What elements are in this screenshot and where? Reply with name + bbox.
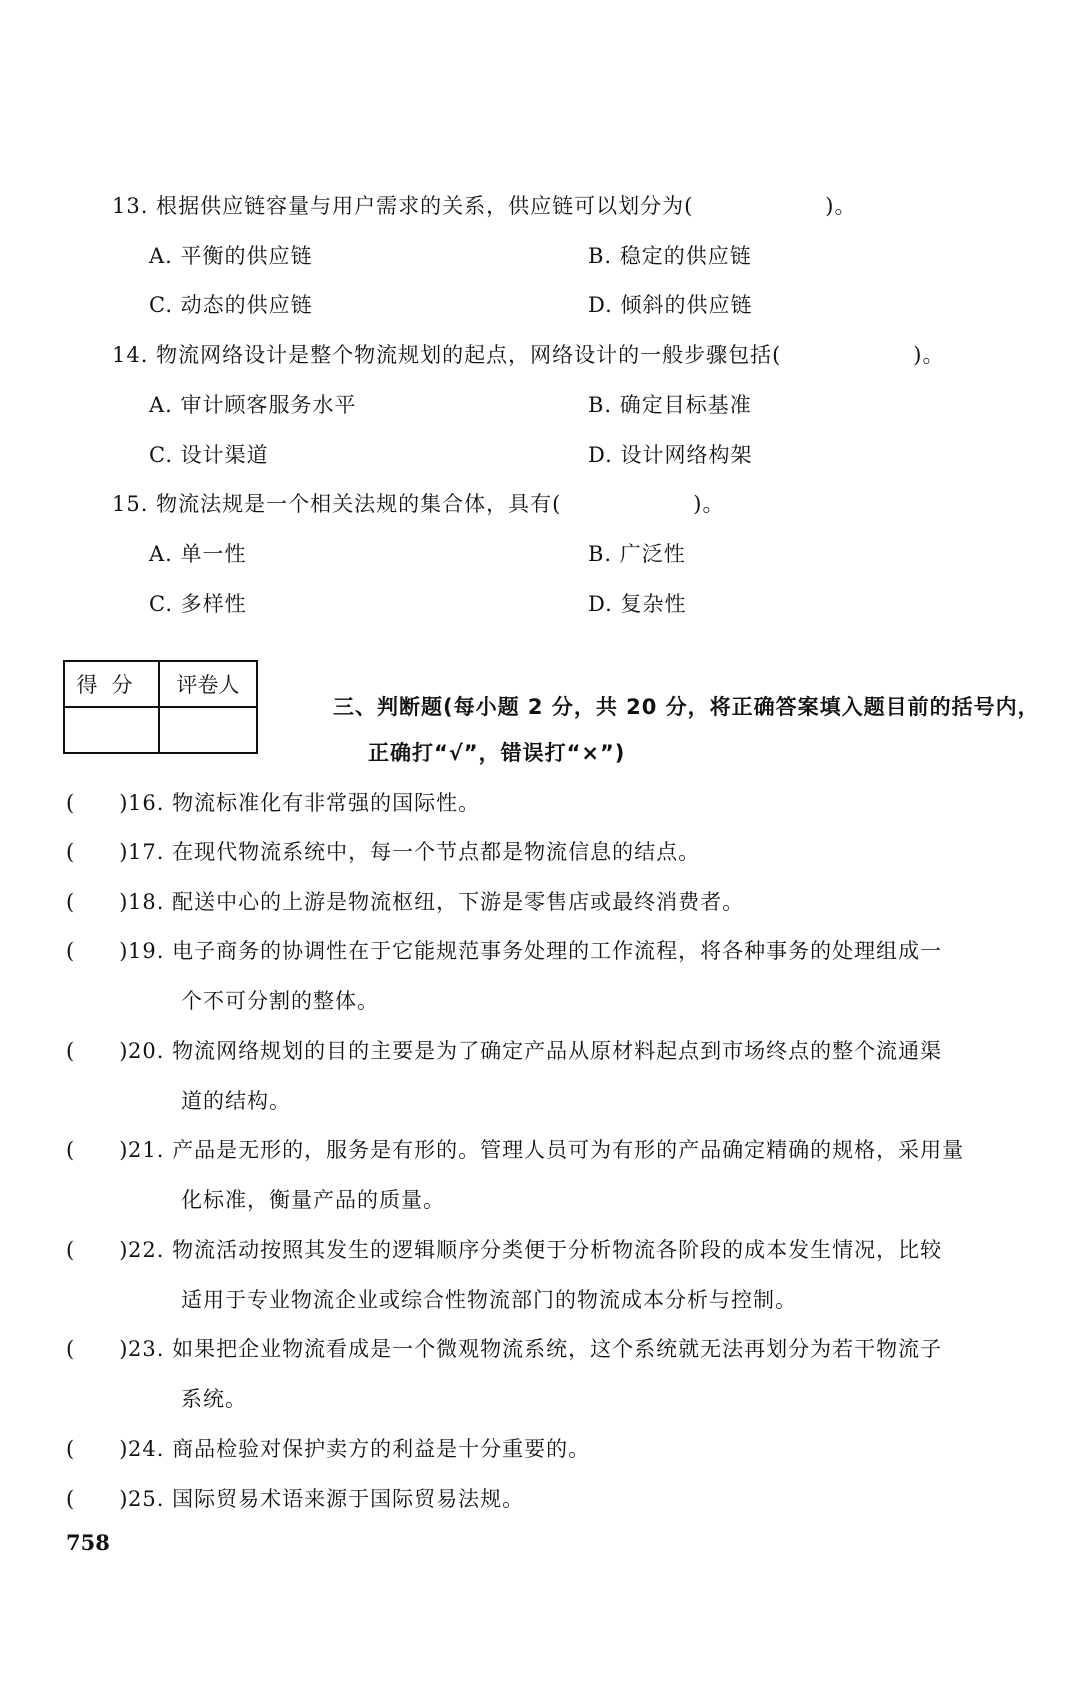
score-header: 得分 bbox=[64, 661, 159, 707]
tf-text: 23. 如果把企业物流看成是一个微观物流系统，这个系统就无法再划分为若干物流子 bbox=[128, 1337, 943, 1361]
tf-item-23-cont: 系统。 bbox=[181, 1387, 247, 1411]
answer-blank[interactable]: ( ) bbox=[66, 939, 129, 963]
tf-text: 16. 物流标准化有非常强的国际性。 bbox=[128, 791, 481, 815]
option-13c: C. 动态的供应链 bbox=[149, 293, 313, 317]
answer-blank[interactable]: ( ) bbox=[66, 1337, 129, 1361]
score-cell[interactable] bbox=[64, 707, 159, 753]
question-13: 13. 根据供应链容量与用户需求的关系，供应链可以划分为( )。 bbox=[112, 194, 857, 218]
option-15c: C. 多样性 bbox=[149, 592, 247, 616]
tf-item-22-cont: 适用于专业物流企业或综合性物流部门的物流成本分析与控制。 bbox=[181, 1288, 797, 1312]
answer-blank[interactable]: ( ) bbox=[66, 1437, 129, 1461]
answer-blank[interactable]: ( ) bbox=[66, 791, 129, 815]
answer-blank[interactable]: ( ) bbox=[66, 1487, 129, 1511]
tf-item-19-cont: 个不可分割的整体。 bbox=[181, 989, 379, 1013]
option-13b: B. 稳定的供应链 bbox=[588, 244, 752, 268]
section-title: 三、判断题(每小题 2 分，共 20 分，将正确答案填入题目前的括号内， bbox=[333, 695, 1040, 719]
question-14: 14. 物流网络设计是整个物流规划的起点，网络设计的一般步骤包括( )。 bbox=[112, 343, 945, 367]
page-number: 758 bbox=[66, 1530, 110, 1555]
tf-text: 22. 物流活动按照其发生的逻辑顺序分类便于分析物流各阶段的成本发生情况，比较 bbox=[128, 1238, 943, 1262]
tf-text: 20. 物流网络规划的目的主要是为了确定产品从原材料起点到市场终点的整个流通渠 bbox=[128, 1039, 943, 1063]
tf-item-20 bbox=[66, 1038, 942, 1064]
tf-item-16 bbox=[66, 790, 480, 816]
answer-blank[interactable]: ( ) bbox=[66, 1138, 129, 1162]
tf-item-23 bbox=[66, 1336, 942, 1362]
question-15: 15. 物流法规是一个相关法规的集合体，具有( )。 bbox=[112, 492, 725, 516]
tf-text: 19. 电子商务的协调性在于它能规范事务处理的工作流程，将各种事务的处理组成一 bbox=[128, 939, 943, 963]
tf-text: 24. 商品检验对保护卖方的利益是十分重要的。 bbox=[128, 1437, 591, 1461]
tf-item-25 bbox=[66, 1486, 524, 1512]
option-15d: D. 复杂性 bbox=[588, 592, 687, 616]
option-14a: A. 审计顾客服务水平 bbox=[149, 393, 357, 417]
option-14c: C. 设计渠道 bbox=[149, 443, 269, 467]
section-instruction: 正确打“√”，错误打“×”) bbox=[368, 741, 626, 765]
option-13d: D. 倾斜的供应链 bbox=[588, 293, 753, 317]
option-13a: A. 平衡的供应链 bbox=[149, 244, 313, 268]
tf-text: 18. 配送中心的上游是物流枢纽，下游是零售店或最终消费者。 bbox=[128, 890, 745, 914]
option-15b: B. 广泛性 bbox=[588, 542, 686, 566]
tf-item-17 bbox=[66, 839, 700, 865]
grader-cell[interactable] bbox=[159, 707, 257, 753]
option-14d: D. 设计网络构架 bbox=[588, 443, 753, 467]
score-table bbox=[63, 660, 258, 754]
answer-blank[interactable]: ( ) bbox=[66, 1238, 129, 1262]
tf-item-22 bbox=[66, 1237, 942, 1263]
answer-blank[interactable]: ( ) bbox=[66, 1039, 129, 1063]
option-15a: A. 单一性 bbox=[149, 542, 247, 566]
grader-header: 评卷人 bbox=[159, 661, 257, 707]
tf-item-24 bbox=[66, 1436, 590, 1462]
tf-item-21 bbox=[66, 1137, 964, 1163]
answer-blank[interactable]: ( ) bbox=[66, 840, 129, 864]
tf-text: 17. 在现代物流系统中，每一个节点都是物流信息的结点。 bbox=[128, 840, 701, 864]
tf-item-18 bbox=[66, 889, 744, 915]
answer-blank[interactable]: ( ) bbox=[66, 890, 129, 914]
tf-item-20-cont: 道的结构。 bbox=[181, 1089, 291, 1113]
tf-text: 21. 产品是无形的，服务是有形的。管理人员可为有形的产品确定精确的规格，采用量 bbox=[128, 1138, 965, 1162]
tf-item-21-cont: 化标准，衡量产品的质量。 bbox=[181, 1188, 445, 1212]
option-14b: B. 确定目标基准 bbox=[588, 393, 752, 417]
tf-item-19 bbox=[66, 938, 942, 964]
tf-text: 25. 国际贸易术语来源于国际贸易法规。 bbox=[128, 1487, 525, 1511]
